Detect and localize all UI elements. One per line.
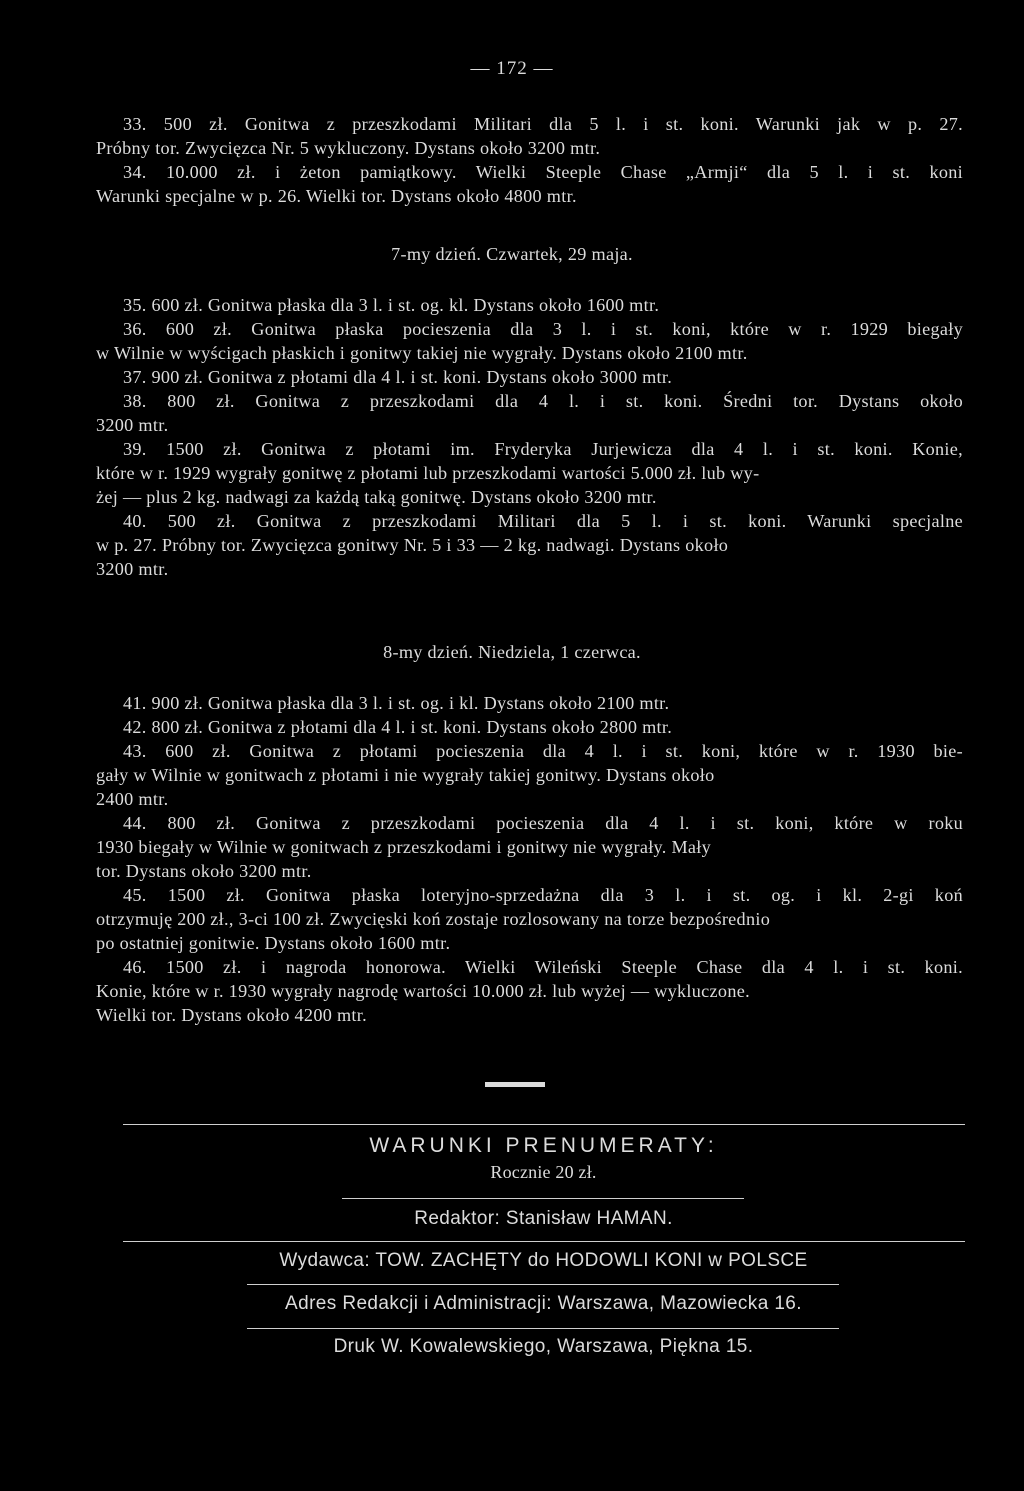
- printer-line: Druk W. Kowalewskiego, Warszawa, Piękna 15.: [333, 1336, 754, 1357]
- race-line: 42. 800 zł. Gonitwa z płotami dla 4 l. i st. koni. Dystans około 2800 mtr.: [123, 717, 673, 737]
- day8-heading: 8-my dzień. Niedziela, 1 czerwca.: [383, 642, 641, 662]
- day7-heading: 7-my dzień. Czwartek, 29 maja.: [391, 244, 633, 264]
- race-line: 41. 900 zł. Gonitwa płaska dla 3 l. i st. og. i kl. Dystans około 2100 mtr.: [123, 693, 670, 713]
- footer-rule: [247, 1328, 839, 1329]
- race-line: 36. 600 zł. Gonitwa płaska pocieszenia dla 3 l. i st. koni, które w r. 1929 biegały: [123, 319, 963, 339]
- race-line: po ostatniej gonitwie. Dystans około 1600 mtr.: [96, 933, 451, 953]
- race-line: 44. 800 zł. Gonitwa z przeszkodami pocieszenia dla 4 l. i st. koni, które w roku: [123, 813, 963, 833]
- subscription-title: WARUNKI PRENUMERATY:: [369, 1134, 718, 1157]
- publisher-line: Wydawca: TOW. ZACHĘTY do HODOWLI KONI w POLSCE: [279, 1250, 808, 1271]
- race-line: 2400 mtr.: [96, 789, 169, 809]
- race-line: tor. Dystans około 3200 mtr.: [96, 861, 312, 881]
- race-line: Próbny tor. Zwycięzca Nr. 5 wykluczony. Dystans około 3200 mtr.: [96, 138, 601, 158]
- race-line: Konie, które w r. 1930 wygrały nagrodę wartości 10.000 zł. lub wyżej — wykluczone.: [96, 981, 750, 1001]
- footer-rule: [342, 1198, 744, 1199]
- section-divider: [485, 1082, 545, 1087]
- footer-rule: [123, 1124, 965, 1125]
- race-line: 35. 600 zł. Gonitwa płaska dla 3 l. i st. og. kl. Dystans około 1600 mtr.: [123, 295, 660, 315]
- race-line: Warunki specjalne w p. 26. Wielki tor. Dystans około 4800 mtr.: [96, 186, 577, 206]
- footer-rule: [123, 1241, 965, 1242]
- race-line: 34. 10.000 zł. i żeton pamiątkowy. Wielki Steeple Chase „Armji“ dla 5 l. i st. koni: [123, 162, 963, 182]
- page-number: — 172 —: [470, 58, 554, 79]
- race-line: 39. 1500 zł. Gonitwa z płotami im. Fryderyka Jurjewicza dla 4 l. i st. koni. Konie,: [123, 439, 963, 459]
- race-line: w Wilnie w wyścigach płaskich i gonitwy takiej nie wygrały. Dystans około 2100 mtr.: [96, 343, 748, 363]
- race-line: żej — plus 2 kg. nadwagi za każdą taką gonitwę. Dystans około 3200 mtr.: [96, 487, 657, 507]
- editor-line: Redaktor: Stanisław HAMAN.: [414, 1208, 673, 1229]
- race-line: 37. 900 zł. Gonitwa z płotami dla 4 l. i st. koni. Dystans około 3000 mtr.: [123, 367, 673, 387]
- footer-rule: [247, 1284, 839, 1285]
- race-line: 3200 mtr.: [96, 415, 169, 435]
- race-line: Wielki tor. Dystans około 4200 mtr.: [96, 1005, 367, 1025]
- address-line: Adres Redakcji i Administracji: Warszawa, Mazowiecka 16.: [285, 1293, 802, 1314]
- race-line: 1930 biegały w Wilnie w gonitwach z przeszkodami i gonitwy nie wygrały. Mały: [96, 837, 712, 857]
- race-line: 38. 800 zł. Gonitwa z przeszkodami dla 4 l. i st. koni. Średni tor. Dystans około: [123, 391, 963, 411]
- race-line: które w r. 1929 wygrały gonitwę z płotami lub przeszkodami wartości 5.000 zł. lub wy-: [96, 463, 760, 483]
- race-line: 33. 500 zł. Gonitwa z przeszkodami Militari dla 5 l. i st. koni. Warunki jak w p. 27.: [123, 114, 963, 134]
- race-line: 45. 1500 zł. Gonitwa płaska loteryjno-sprzedażna dla 3 l. i st. og. i kl. 2-gi koń: [123, 885, 963, 905]
- race-line: gały w Wilnie w gonitwach z płotami i nie wygrały takiej gonitwy. Dystans około: [96, 765, 715, 785]
- race-line: w p. 27. Próbny tor. Zwycięzca gonitwy Nr. 5 i 33 — 2 kg. nadwagi. Dystans około: [96, 535, 729, 555]
- race-line: 43. 600 zł. Gonitwa z płotami pocieszenia dla 4 l. i st. koni, które w r. 1930 bie-: [123, 741, 963, 761]
- subscription-price: Rocznie 20 zł.: [490, 1162, 597, 1182]
- race-line: 46. 1500 zł. i nagroda honorowa. Wielki Wileński Steeple Chase dla 4 l. i st. koni.: [123, 957, 963, 977]
- race-line: otrzymuję 200 zł., 3-ci 100 zł. Zwycięski koń zostaje rozlosowany na torze bezpośrednio: [96, 909, 771, 929]
- race-line: 40. 500 zł. Gonitwa z przeszkodami Militari dla 5 l. i st. koni. Warunki specjalne: [123, 511, 963, 531]
- race-line: 3200 mtr.: [96, 559, 169, 579]
